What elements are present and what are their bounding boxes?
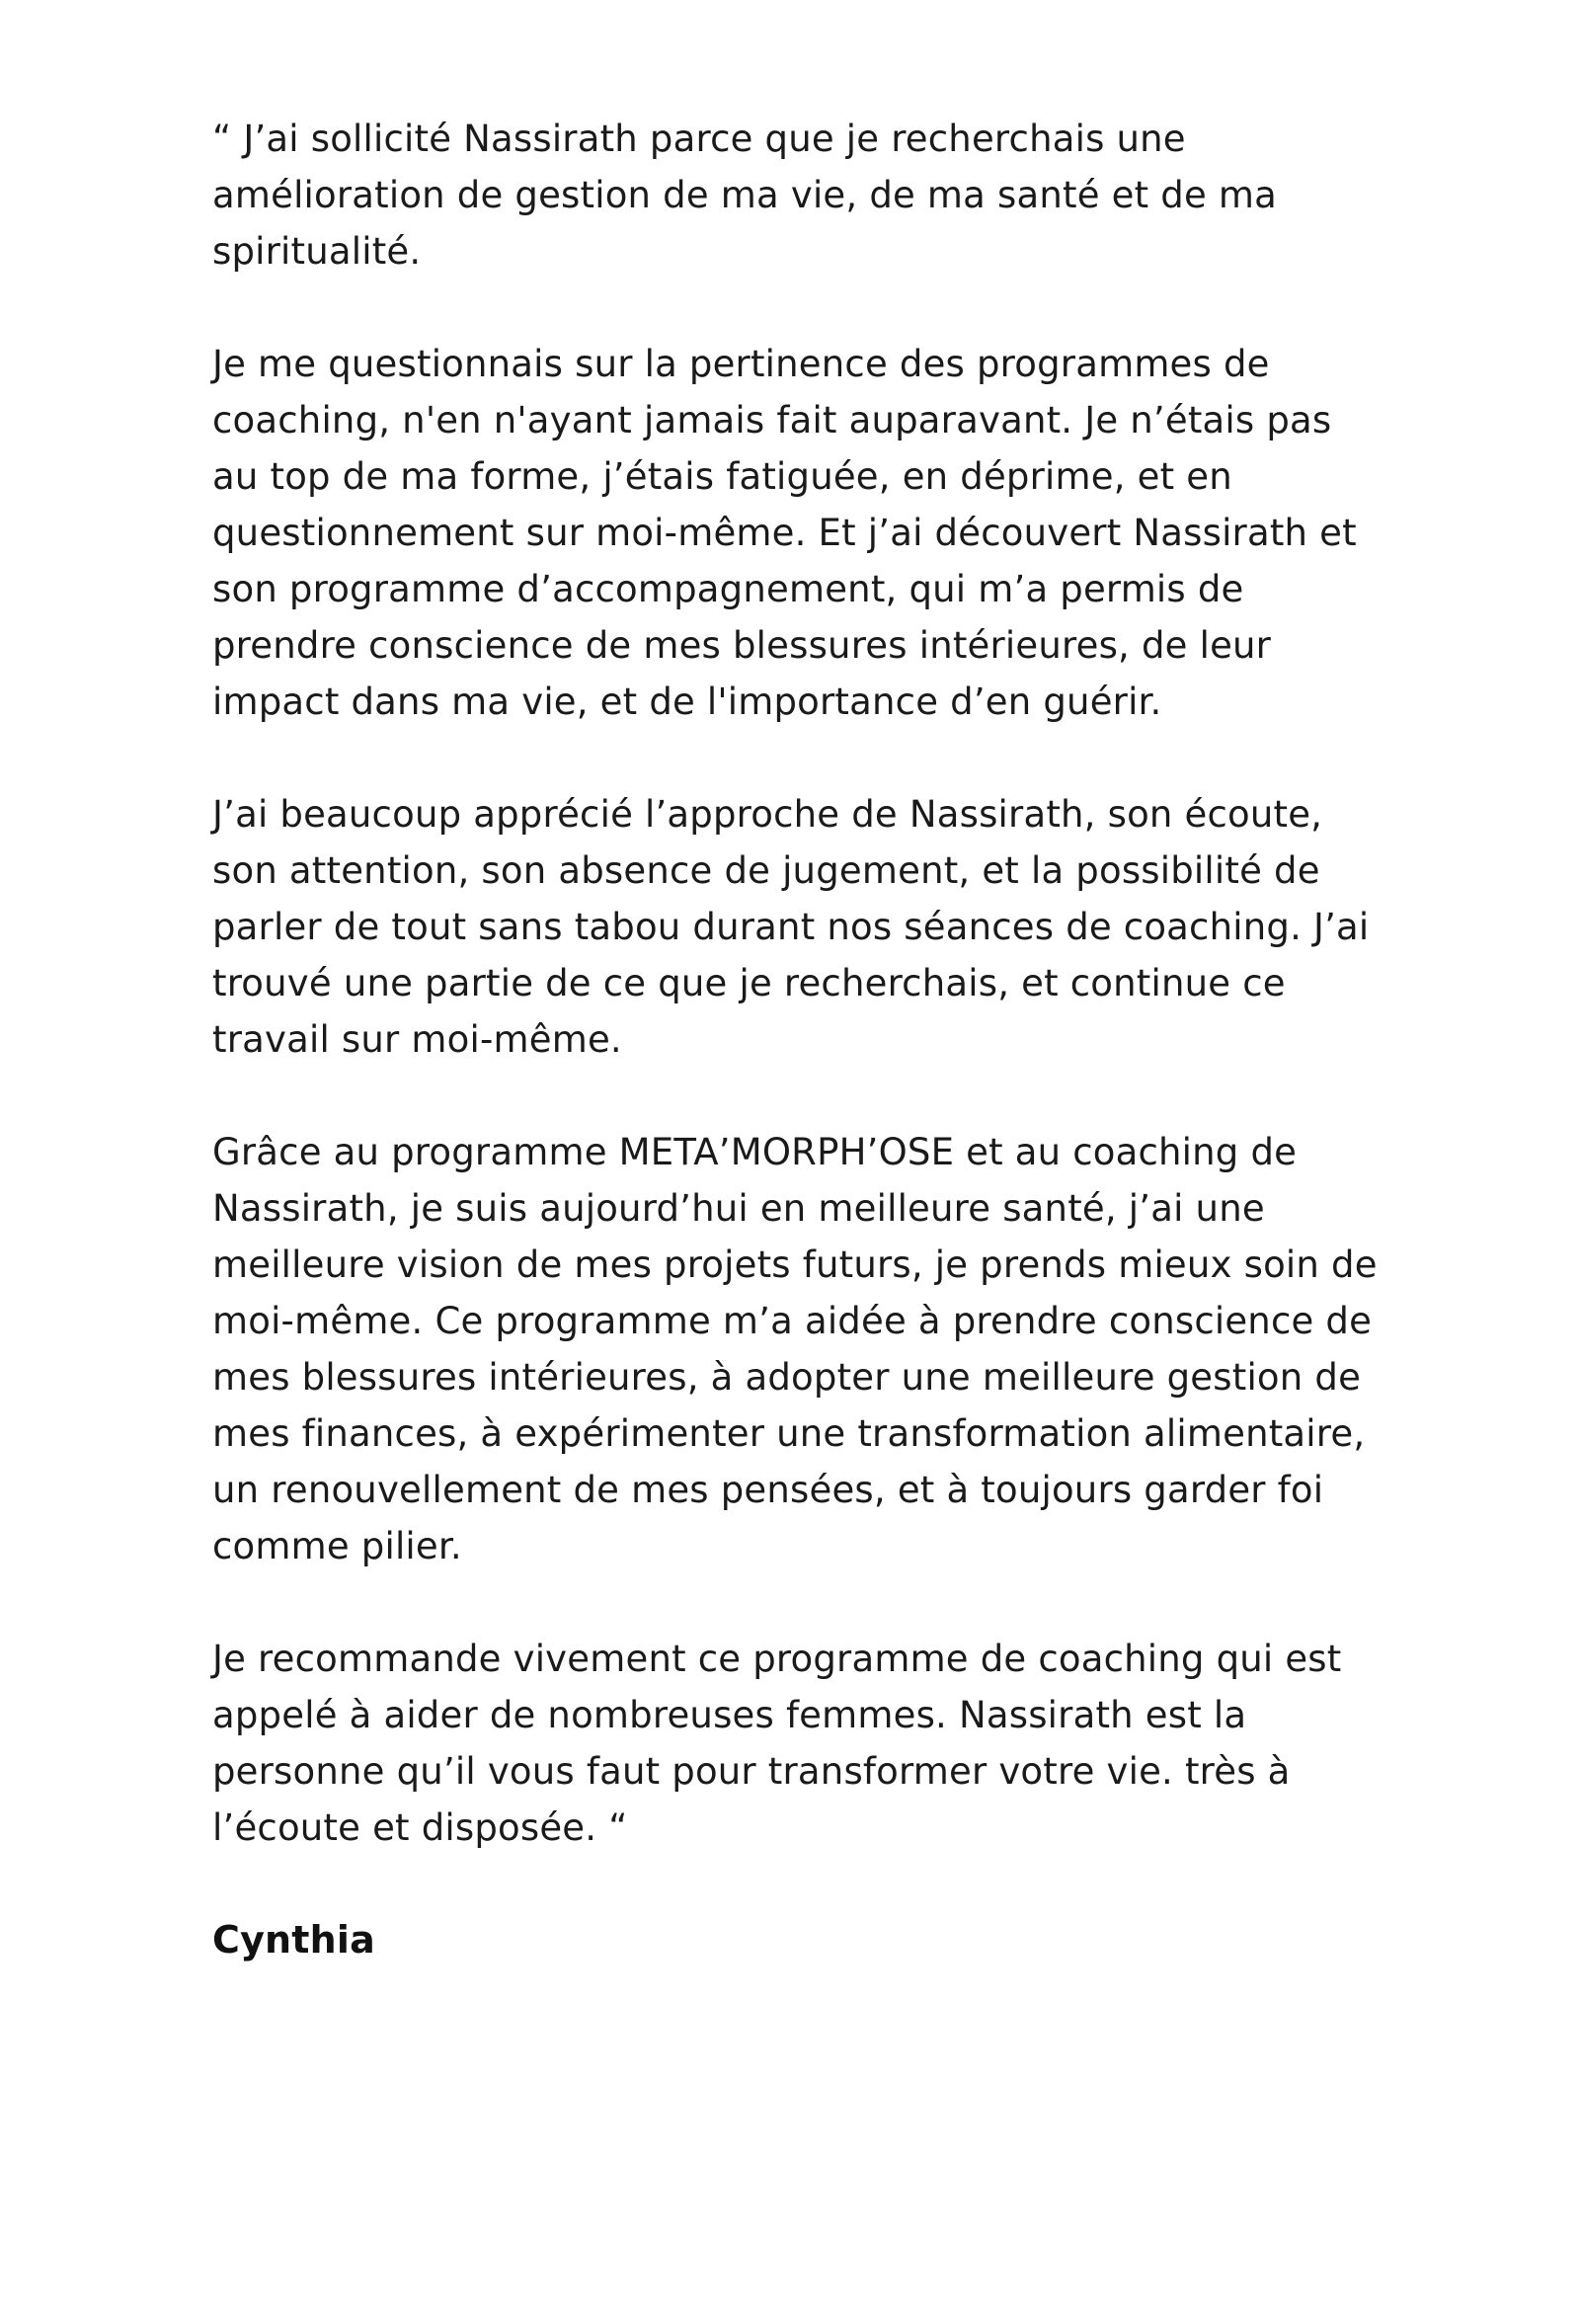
testimonial-paragraph-5: Je recommande vivement ce programme de coaching qui est appelé à aider de nombreuses femmes. Nassirath est la personne qu’il vous faut pour transformer votre vie. très à l’écoute et disposée. “ — [212, 1638, 1342, 1849]
testimonial-author: Cynthia — [212, 1918, 375, 1962]
testimonial-paragraph-1: “ J’ai sollicité Nassirath parce que je recherchais une amélioration de gestion de ma vie, de ma santé et de ma spiritualité. — [212, 118, 1278, 273]
testimonial-paragraph-4: Grâce au programme META’MORPH’OSE et au coaching de Nassirath, je suis aujourd’hui en meilleure santé, j’ai une meilleure vision de mes projets futurs, je prends mieux soin de moi-même. Ce programme m’a aidée à prendre conscience de mes blessures intérieures, à adopter une meilleure gestion de mes finances, à expérimenter une transformation alimentaire, un renouvellement de mes pensées, et à toujours garder foi comme pilier. — [212, 1131, 1378, 1567]
testimonial-paragraph-3: J’ai beaucoup apprécié l’approche de Nassirath, son écoute, son attention, son absence de jugement, et la possibilité de parler de tout sans tabou durant nos séances de coaching. J’ai trouvé une partie de ce que je recherchais, et continue ce travail sur moi-même. — [212, 793, 1370, 1061]
testimonial-body — [212, 111, 1378, 2006]
testimonial-paragraph-2: Je me questionnais sur la pertinence des programmes de coaching, n'en n'ayant jamais fait auparavant. Je n’étais pas au top de ma forme, j’étais fatiguée, en déprime, et en questionnement sur moi-même. Et j’ai découvert Nassirath et son programme d’accompagnement, qui m’a permis de prendre conscience de mes blessures intérieures, de leur impact dans ma vie, et de l'importance d’en guérir. — [212, 343, 1357, 723]
